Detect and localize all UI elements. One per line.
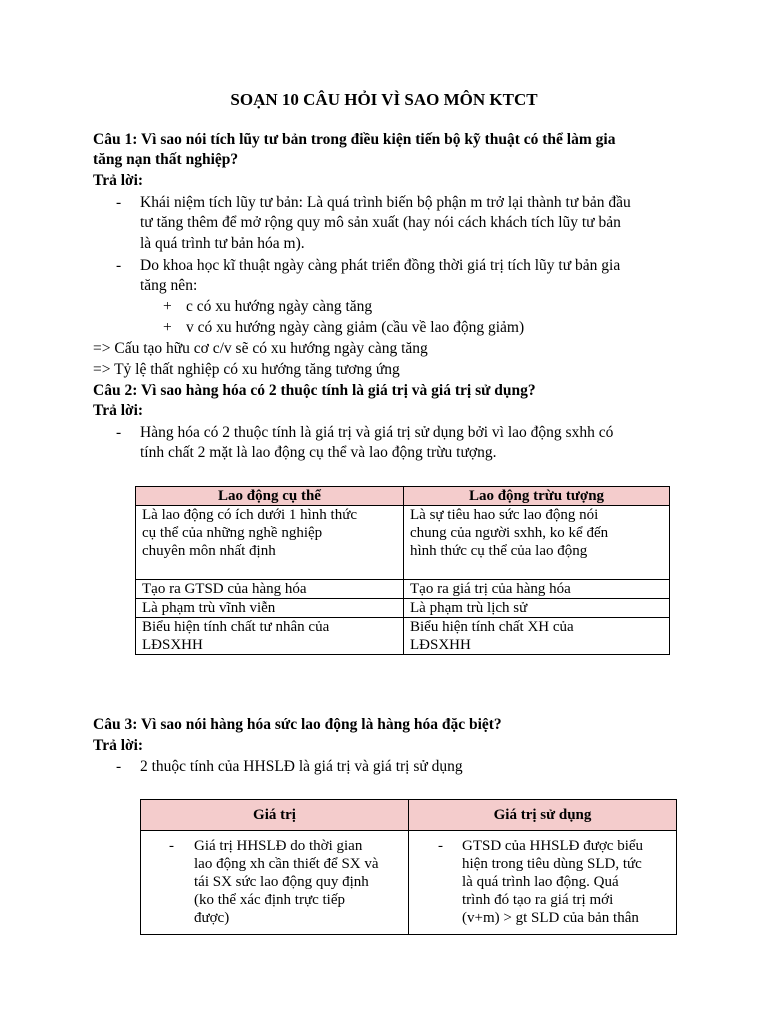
q1-sub1-text: c có xu hướng ngày càng tăng — [186, 298, 373, 315]
table1-r1c2-line2: chung của người sxhh, ko kể đến — [410, 525, 609, 541]
table2-cell — [141, 831, 409, 935]
q1-conclusion2: => Tỷ lệ thất nghiệp có xu hướng tăng tương ứng — [93, 361, 400, 378]
q2-bullet1-line2: tính chất 2 mặt là lao động cụ thể và lao động trừu tượng. — [140, 444, 497, 461]
q1-bullet2-dash: - — [116, 257, 122, 274]
table-row — [136, 506, 670, 580]
q3-answer-label: Trả lời: — [93, 737, 144, 754]
table2-c2-line4: trình đó tạo ra giá trị mới — [462, 892, 614, 908]
q3-bullet1-text: 2 thuộc tính của HHSLĐ là giá trị và giá trị sử dụng — [140, 758, 463, 775]
table2-c1-line1: Giá trị HHSLĐ do thời gian — [194, 838, 363, 854]
table2-header-use-value: Giá trị sử dụng — [409, 800, 677, 831]
table-row — [136, 618, 670, 655]
table2-c2-line1: GTSD của HHSLĐ được biểu — [462, 838, 644, 854]
q2-bullet1-dash: - — [116, 424, 122, 441]
labor-comparison-table — [135, 486, 670, 655]
q1-bullet1-line2: tư tăng thêm để mở rộng quy mô sản xuất (hay nói cách khách tích lũy tư bản — [140, 214, 621, 231]
table-row — [136, 599, 670, 618]
table1-r3c2: Là phạm trù lịch sử — [404, 599, 670, 618]
q1-bullet1-line3: là quá trình tư bản hóa m). — [140, 235, 305, 252]
table2-c1-line2: lao động xh cần thiết để SX và — [194, 856, 379, 872]
table1-header-concrete-labor: Lao động cụ thể — [136, 487, 404, 506]
table2-c1-line5: được) — [194, 910, 230, 926]
table2-c2-dash: - — [438, 838, 443, 854]
table2-c2-line3: là quá trình lao động. Quá — [462, 874, 619, 890]
q1-bullet1-line1: Khái niệm tích lũy tư bản: Là quá trình biến bộ phận m trở lại thành tư bản đầu — [140, 194, 631, 211]
table1-r4c1-line1: Biểu hiện tính chất tư nhân của — [142, 619, 330, 635]
q2-answer-label: Trả lời: — [93, 402, 144, 419]
table1-r2c2: Tạo ra giá trị của hàng hóa — [404, 580, 670, 599]
q2-bullet1-line1: Hàng hóa có 2 thuộc tính là giá trị và giá trị sử dụng bởi vì lao động sxhh có — [140, 424, 614, 441]
table1-cell — [404, 506, 670, 580]
table1-r4c1-line2: LĐSXHH — [142, 637, 203, 653]
table2-c1-line4: (ko thể xác định trực tiếp — [194, 892, 345, 908]
table2-cell — [409, 831, 677, 935]
table1-r1c1-line2: cụ thể của những nghề nghiệp — [142, 525, 323, 541]
table2-c2-line2: hiện trong tiêu dùng SLD, tức — [462, 856, 642, 872]
q3-bullet1-dash: - — [116, 758, 122, 775]
table2-header-value: Giá trị — [141, 800, 409, 831]
table1-r1c1-line1: Là lao động có ích dưới 1 hình thức — [142, 507, 357, 523]
q1-sub2-text: v có xu hướng ngày càng giảm (cầu về lao động giảm) — [186, 319, 525, 336]
table1-r1c2-line3: hình thức cụ thể của lao động — [410, 543, 588, 559]
q1-answer-label: Trả lời: — [93, 172, 144, 189]
table1-r2c1: Tạo ra GTSD của hàng hóa — [136, 580, 404, 599]
q1-bullet2-line2: tăng nên: — [140, 277, 198, 294]
table2-c2-line5: (v+m) > gt SLD của bản thân — [462, 910, 639, 926]
table1-r1c1-line3: chuyên môn nhất định — [142, 543, 276, 559]
q1-bullet2-line1: Do khoa học kĩ thuật ngày càng phát triển đồng thời giá trị tích lũy tư bản gia — [140, 257, 621, 274]
q1-sub1-plus: + — [163, 298, 172, 315]
q1-conclusion1: => Cấu tạo hữu cơ c/v sẽ có xu hướng ngày càng tăng — [93, 340, 428, 357]
table1-header-abstract-labor: Lao động trừu tượng — [404, 487, 670, 506]
table-row — [141, 831, 677, 935]
q1-question-line2: tăng nạn thất nghiệp? — [93, 151, 239, 168]
table1-r1c2-line1: Là sự tiêu hao sức lao động nói — [410, 507, 599, 523]
q1-sub2-plus: + — [163, 319, 172, 336]
table1-r4c2-line2: LĐSXHH — [410, 637, 471, 653]
q1-question-line1: Câu 1: Vì sao nói tích lũy tư bản trong điều kiện tiến bộ kỹ thuật có thể làm gia — [93, 131, 616, 148]
table1-r3c1: Là phạm trù vĩnh viễn — [136, 599, 404, 618]
table2-c1-dash: - — [169, 838, 174, 854]
table1-cell — [404, 618, 670, 655]
q2-question: Câu 2: Vì sao hàng hóa có 2 thuộc tính là giá trị và giá trị sử dụng? — [93, 382, 536, 399]
table1-r4c2-line1: Biểu hiện tính chất XH của — [410, 619, 574, 635]
table1-cell — [136, 506, 404, 580]
q1-bullet1-dash: - — [116, 194, 122, 211]
q3-question: Câu 3: Vì sao nói hàng hóa sức lao động là hàng hóa đặc biệt? — [93, 716, 502, 733]
document-title: SOẠN 10 CÂU HỎI VÌ SAO MÔN KTCT — [230, 90, 538, 109]
table2-c1-line3: tái SX sức lao động quy định — [194, 874, 369, 890]
table1-cell — [136, 618, 404, 655]
labor-power-table — [140, 799, 677, 935]
table-row — [136, 580, 670, 599]
